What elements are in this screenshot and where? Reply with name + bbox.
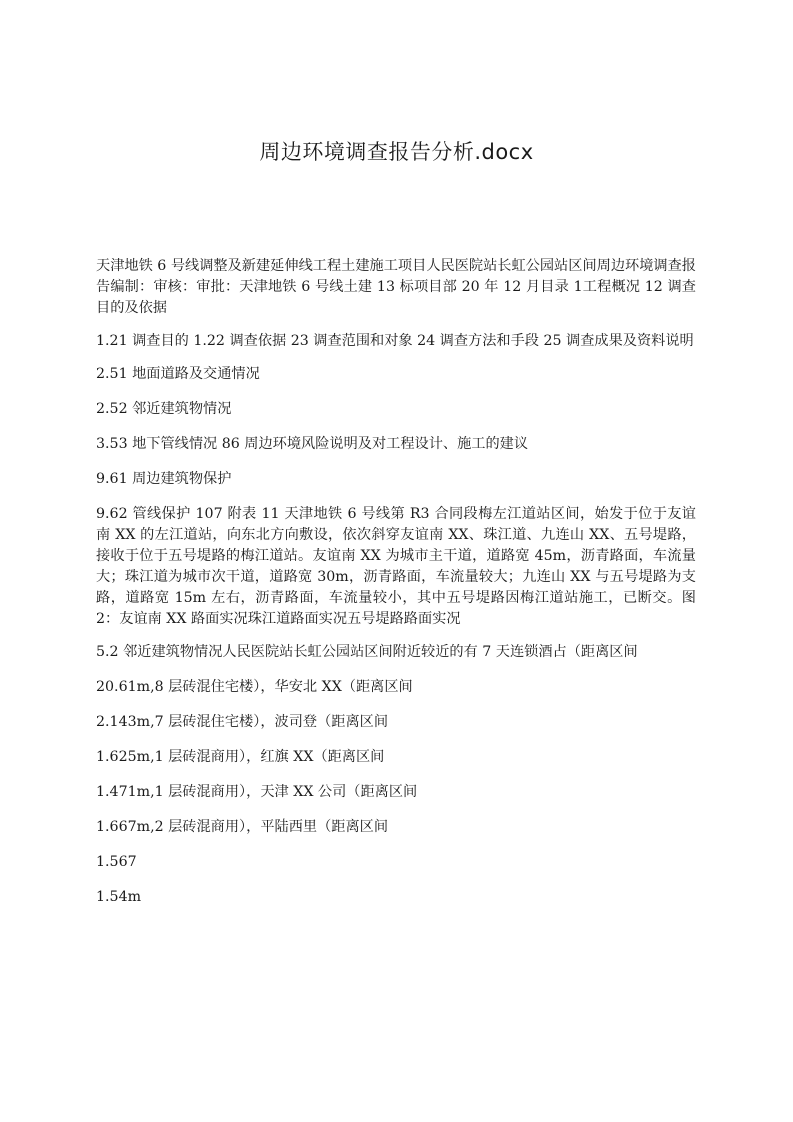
paragraph-pipelines: 3.53 地下管线情况 86 周边环境风险说明及对工程设计、施工的建议	[96, 436, 529, 452]
paragraph-pipeline-protection: 9.62 管线保护 107 附表 11 天津地铁 6 号线第 R3 合同段梅左江道站区间，始发于位于友谊南 XX 的左江道站，向东北方向敷设，依次斜穿友谊南 XX、珠江道、九连山 XX、五号堤路，接收于位于五号堤路的梅江道站。友谊南 XX 为城市主干道，道路宽 45m，沥青路面，车流量大；珠江道为城市次干道，道路宽 30m，沥青路面，车流量较大；九连山 XX 与五号堤路为支路，道路宽 15m 左右，沥青路面，车流量较小，其中五号堤路因梅江道站施工，已断交。图 2：友谊南 XX 路面实况珠江道路面实况五号堤路路面实况	[96, 506, 696, 627]
paragraph-toc-survey: 1.21 调查目的 1.22 调查依据 23 调查范围和对象 24 调查方法和手段 25 调查成果及资料说明	[96, 333, 694, 349]
paragraph-adjacent-buildings: 5.2 邻近建筑物情况人民医院站长虹公园站区间附近较近的有 7 天连锁酒占（距离区间	[96, 644, 638, 660]
paragraph-project-overview: 天津地铁 6 号线调整及新建延伸线工程土建施工项目人民医院站长虹公园站区间周边环境调查报告编制：审核：审批：天津地铁 6 号线土建 13 标项目部 20 年 12 月目录 1工程概况 12 调查目的及依据	[96, 258, 696, 316]
paragraph-roads: 2.51 地面道路及交通情况	[96, 366, 260, 382]
document-body	[96, 256, 696, 922]
paragraph-distance-5: 1.667m,2 层砖混商用），平陆西里（距离区间	[96, 819, 389, 835]
paragraph-distance-6: 1.567	[96, 854, 137, 870]
paragraph-distance-2: 2.143m,7 层砖混住宅楼），波司登（距离区间	[96, 714, 389, 730]
paragraph-building-protection: 9.61 周边建筑物保护	[96, 471, 232, 487]
paragraph-distance-7: 1.54m	[96, 889, 142, 905]
document-title: 周边环境调查报告分析.docx	[259, 140, 534, 164]
paragraph-distance-3: 1.625m,1 层砖混商用），红旗 XX（距离区间	[96, 749, 385, 765]
paragraph-distance-1: 20.61m,8 层砖混住宅楼），华安北 XX（距离区间	[96, 679, 413, 695]
paragraph-buildings: 2.52 邻近建筑物情况	[96, 401, 232, 417]
paragraph-distance-4: 1.471m,1 层砖混商用），天津 XX 公司（距离区间	[96, 784, 418, 800]
